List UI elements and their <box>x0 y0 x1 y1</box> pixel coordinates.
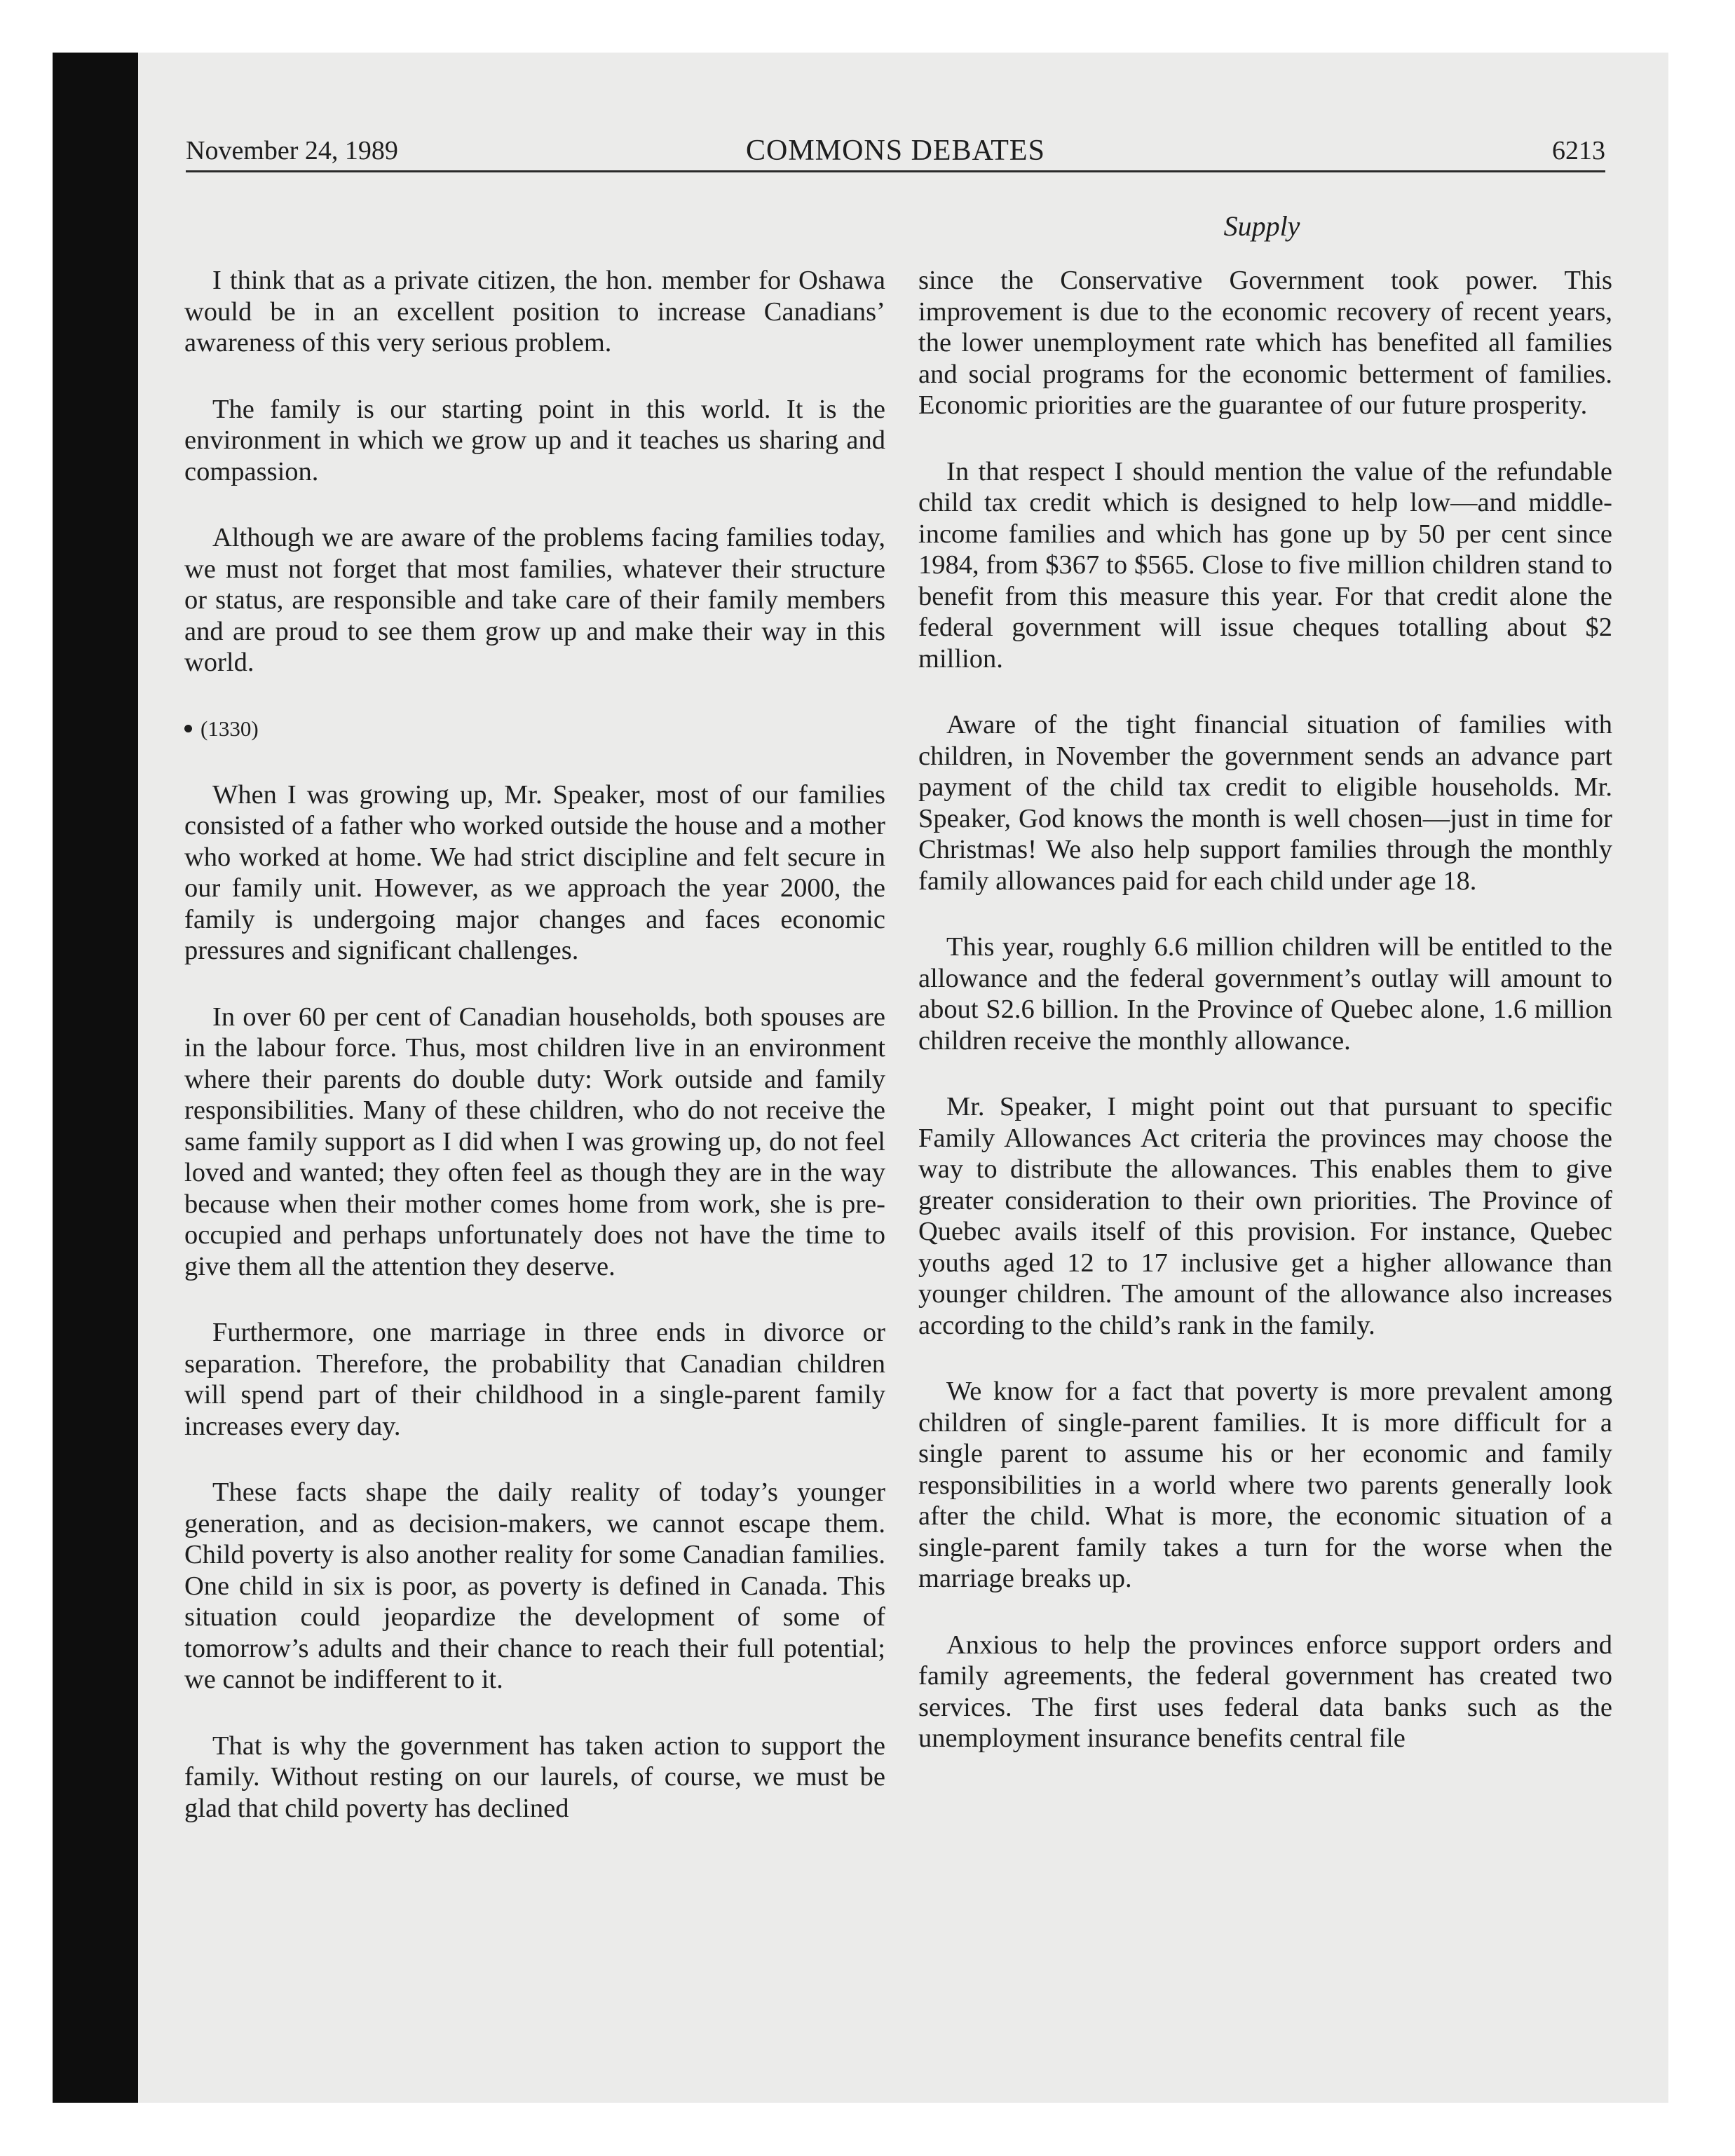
header-rule <box>186 170 1605 172</box>
section-label: Supply <box>1223 210 1300 242</box>
time-marker-label: (1330) <box>200 716 259 741</box>
left-column <box>184 265 885 1859</box>
paragraph: When I was growing up, Mr. Speaker, most of our families consisted of a father who worked outside the house and a mother who worked at home. We had strict discipline and felt secure in our family unit. However, as we approach the year 2000, the family is undergoing major changes and faces economic pressures and significant challenges. <box>184 779 885 965</box>
paragraph: Mr. Speaker, I might point out that pursuant to specific Family Allowances Act criteria the provinces may choose the way to distribute the allowances. This enables them to give greater consideration to their own priorities. The Province of Quebec avails itself of this provision. For instance, Quebec youths aged 12 to 17 inclusive get a higher allowance than younger children. The amount of the allowance also increases according to the child’s rank in the family. <box>918 1092 1612 1340</box>
header-title: COMMONS DEBATES <box>746 135 1045 167</box>
right-column <box>918 265 1612 1789</box>
paragraph: In over 60 per cent of Canadian households, both spouses are in the labour force. Thus, most children live in an environment where their parents do double duty: Work outside and family responsibilities. Many of these children, who do not receive the same family support as I did when I was growing up, do not feel loved and wanted; they often feel as though they are in the way because when their mother comes home from work, she is pre-occupied and perhaps unfortunately does not have the time to give them all the attention they deserve. <box>184 1002 885 1281</box>
paragraph: The family is our starting point in this world. It is the environment in which we grow up and it teaches us sharing and compassion. <box>184 394 885 486</box>
scan-binding-edge <box>53 53 138 2103</box>
paragraph: Aware of the tight financial situation of families with children, in November the government sends an advance part payment of the child tax credit to eligible households. Mr. Speaker, God knows the month is well chosen—just in time for Christmas! We also help support families through the monthly family allowances paid for each child under age 18. <box>918 710 1612 896</box>
paragraph: These facts shape the daily reality of today’s younger generation, and as decision-makers, we cannot escape them. Child poverty is also another reality for some Canadian families. One child in six is poor, as poverty is defined in Canada. This situation could jeopardize the development of some of tomorrow’s adults and their chance to reach their full potential; we cannot be indifferent to it. <box>184 1478 885 1694</box>
time-marker <box>184 714 885 744</box>
paragraph: This year, roughly 6.6 million children will be entitled to the allowance and the federal government’s outlay will amount to about S2.6 billion. In the Province of Quebec alone, 1.6 million children receive the monthly allowance. <box>918 932 1612 1056</box>
paragraph: That is why the government has taken action to support the family. Without resting on our laurels, of course, we must be glad that child poverty has declined <box>184 1731 885 1823</box>
paragraph: I think that as a private citizen, the hon. member for Oshawa would be in an excellent position to increase Canadians’ awareness of this very serious problem. <box>184 266 885 357</box>
paragraph: We know for a fact that poverty is more prevalent among children of single-parent families. It is more difficult for a single parent to assume his or her economic and family responsibilities in a world where two parents generally look after the child. What is more, the economic situation of a single-parent family takes a turn for the worse when the marriage breaks up. <box>918 1377 1612 1593</box>
paragraph: Anxious to help the provinces enforce support orders and family agreements, the federal government has created two services. The first uses federal data banks such as the unemployment insurance benefits central file <box>918 1630 1612 1753</box>
header-date: November 24, 1989 <box>186 136 398 165</box>
paragraph: In that respect I should mention the value of the refundable child tax credit which is designed to help low—and middle-income families and which has gone up by 50 per cent since 1984, from $367 to $565. Close to five million children stand to benefit from this measure this year. For that credit alone the federal government will issue cheques totalling about $2 million. <box>918 456 1612 674</box>
bullet-icon <box>184 725 192 732</box>
paragraph: Although we are aware of the problems facing families today, we must not forget that most families, whatever their structure or status, are responsible and take care of their family members and are proud to see them grow up and make their way in this world. <box>184 523 885 677</box>
header-page-number: 6213 <box>1552 136 1605 165</box>
page-header <box>186 130 1605 172</box>
paragraph: since the Conservative Government took power. This improvement is due to the economic recovery of recent years, the lower unemployment rate which has benefited all families and social programs for the economic betterment of families. Economic priorities are the guarantee of our future prosperity. <box>918 266 1612 420</box>
paragraph: Furthermore, one marriage in three ends in divorce or separation. Therefore, the probability that Canadian children will spend part of their childhood in a single-parent family increases every day. <box>184 1318 885 1441</box>
